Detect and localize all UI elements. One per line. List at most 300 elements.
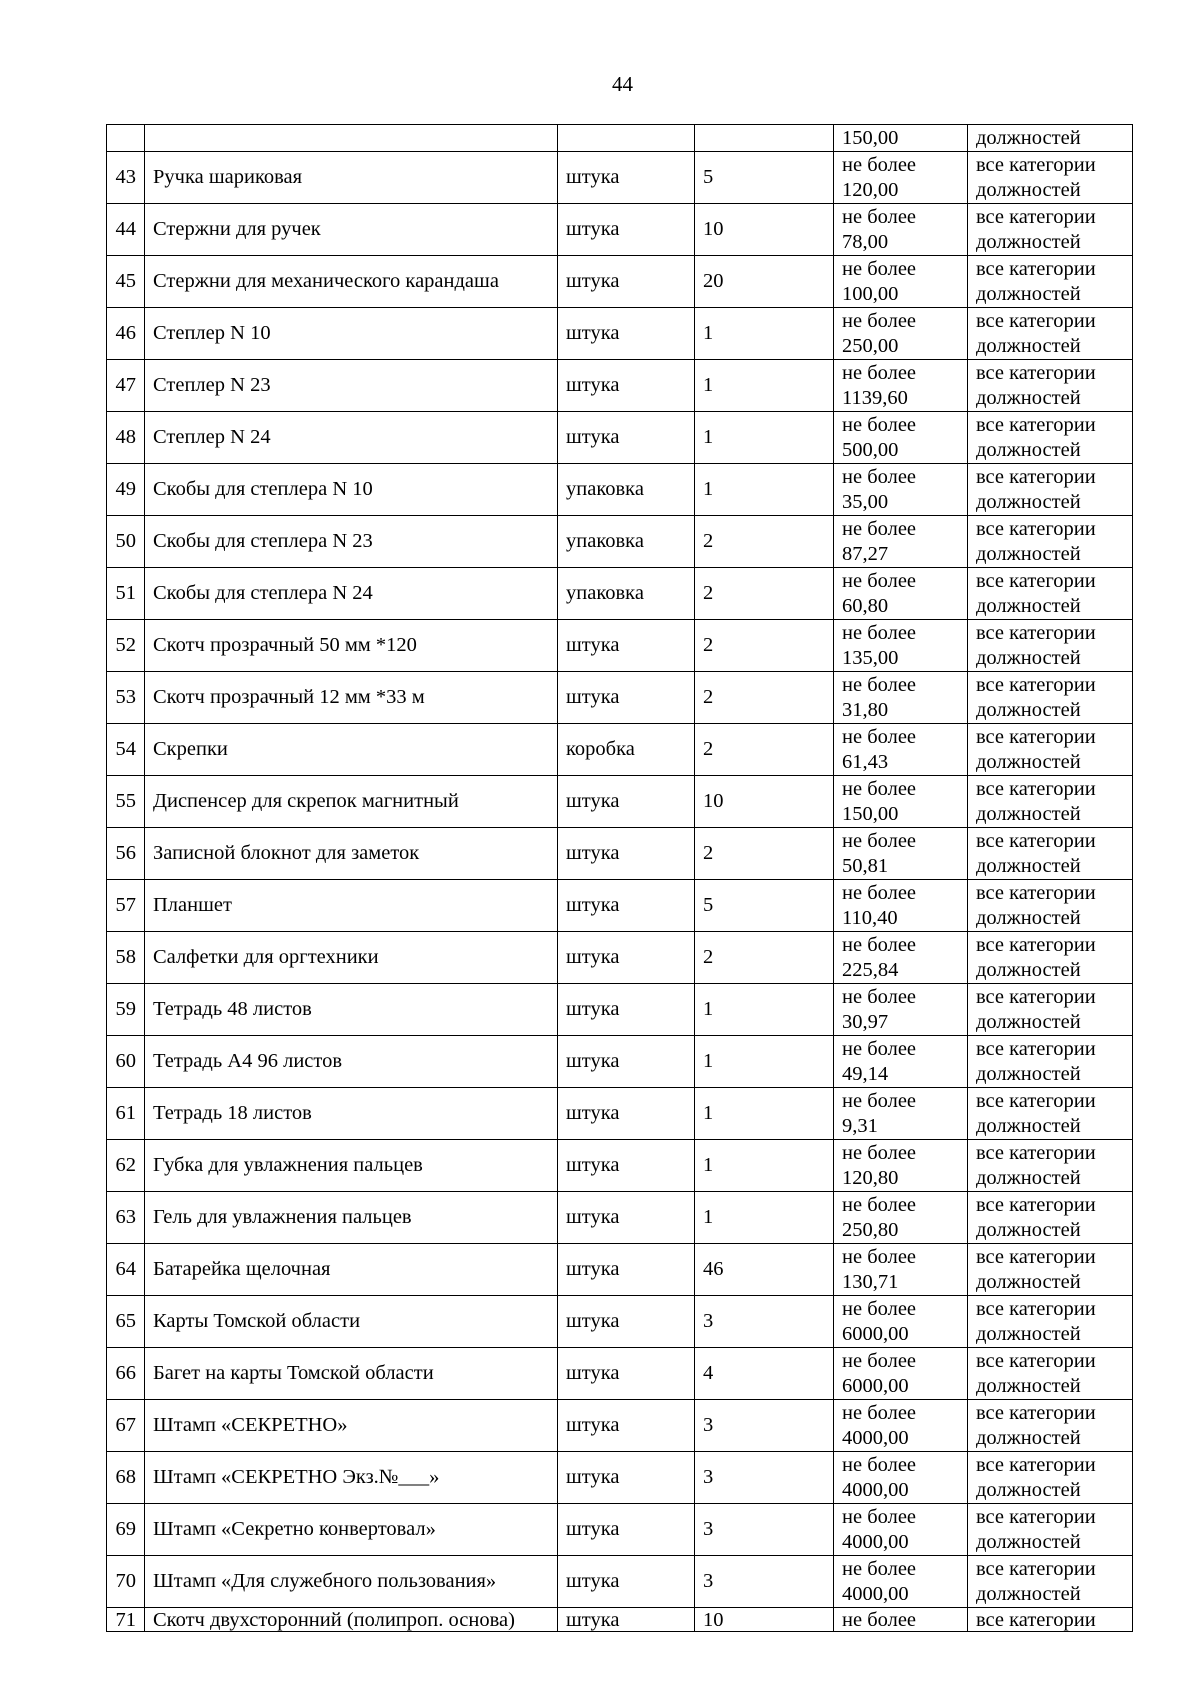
cell-name: Скобы для степлера N 24 bbox=[145, 568, 558, 620]
cell-price bbox=[834, 1296, 968, 1348]
category-line-1: все категории bbox=[976, 1557, 1096, 1580]
cell-unit: штука bbox=[558, 1036, 695, 1088]
price-value: 120,80 bbox=[842, 1166, 899, 1189]
category-line-2: должностей bbox=[976, 958, 1081, 981]
cell-price bbox=[834, 1192, 968, 1244]
category-line-1: все категории bbox=[976, 985, 1096, 1008]
cell-price bbox=[834, 568, 968, 620]
cell-num: 43 bbox=[107, 152, 145, 204]
cell-price bbox=[834, 880, 968, 932]
cell-qty: 5 bbox=[695, 880, 834, 932]
price-prefix: не более bbox=[842, 673, 917, 696]
cell-name: Скотч двухсторонний (полипроп. основа) bbox=[145, 1608, 558, 1632]
cell-num: 56 bbox=[107, 828, 145, 880]
cell-category bbox=[968, 1400, 1133, 1452]
category-line-1: все категории bbox=[976, 1245, 1096, 1268]
table-row bbox=[107, 1088, 1133, 1140]
cell-unit: штука bbox=[558, 1556, 695, 1608]
cell-qty: 3 bbox=[695, 1400, 834, 1452]
cell-category bbox=[968, 880, 1133, 932]
cell-num: 53 bbox=[107, 672, 145, 724]
cell-category bbox=[968, 204, 1133, 256]
cell-unit: штука bbox=[558, 1296, 695, 1348]
category-line-2: должностей bbox=[976, 1010, 1081, 1033]
cell-price bbox=[834, 1348, 968, 1400]
supplies-table bbox=[106, 124, 1133, 1632]
cell-price bbox=[834, 1504, 968, 1556]
cell-unit: штука bbox=[558, 204, 695, 256]
cell-qty: 1 bbox=[695, 412, 834, 464]
cell-qty: 20 bbox=[695, 256, 834, 308]
cell-unit: штука bbox=[558, 1452, 695, 1504]
cell-qty: 2 bbox=[695, 620, 834, 672]
cell-qty: 46 bbox=[695, 1244, 834, 1296]
cell-name: Штамп «СЕКРЕТНО» bbox=[145, 1400, 558, 1452]
cell-name: Степлер N 10 bbox=[145, 308, 558, 360]
table-row bbox=[107, 1452, 1133, 1504]
category-line-1: все категории bbox=[976, 933, 1096, 956]
category-line-2: должностей bbox=[976, 1270, 1081, 1293]
category-line-1: все категории bbox=[976, 257, 1096, 280]
cell-qty: 10 bbox=[695, 1608, 834, 1632]
cell-qty: 1 bbox=[695, 984, 834, 1036]
cell-unit: штука bbox=[558, 880, 695, 932]
cell-price bbox=[834, 672, 968, 724]
cell-qty: 1 bbox=[695, 464, 834, 516]
cell-name: Степлер N 23 bbox=[145, 360, 558, 412]
category-line-1: все категории bbox=[976, 673, 1096, 696]
cell-name: Карты Томской области bbox=[145, 1296, 558, 1348]
price-prefix: не более bbox=[842, 1505, 917, 1528]
price-prefix: не более bbox=[842, 309, 917, 332]
price-prefix: не более bbox=[842, 1193, 917, 1216]
price-prefix: не более bbox=[842, 1089, 917, 1112]
cell-category bbox=[968, 360, 1133, 412]
cell-category bbox=[968, 256, 1133, 308]
category-line-1: все категории bbox=[976, 569, 1096, 592]
category-line-2: должностей bbox=[976, 1322, 1081, 1345]
cell-name: Стержни для ручек bbox=[145, 204, 558, 256]
cell-qty: 3 bbox=[695, 1296, 834, 1348]
cell-qty: 1 bbox=[695, 1140, 834, 1192]
price-prefix: не более bbox=[842, 881, 917, 904]
price-value: 225,84 bbox=[842, 958, 899, 981]
price-value: 49,14 bbox=[842, 1062, 889, 1085]
cell-price: не более bbox=[834, 1608, 968, 1632]
cell-num: 67 bbox=[107, 1400, 145, 1452]
cell-price bbox=[834, 464, 968, 516]
category-line-2: должностей bbox=[976, 282, 1081, 305]
cell-unit: упаковка bbox=[558, 464, 695, 516]
cell-category bbox=[968, 1348, 1133, 1400]
cell-unit: штука bbox=[558, 620, 695, 672]
cell-qty: 1 bbox=[695, 1088, 834, 1140]
cell-qty: 3 bbox=[695, 1504, 834, 1556]
cell-qty: 5 bbox=[695, 152, 834, 204]
cell-category bbox=[968, 1504, 1133, 1556]
cell-num: 68 bbox=[107, 1452, 145, 1504]
cell-num: 47 bbox=[107, 360, 145, 412]
price-prefix: не более bbox=[842, 1141, 917, 1164]
cell-num: 70 bbox=[107, 1556, 145, 1608]
cell-category bbox=[968, 984, 1133, 1036]
table-row bbox=[107, 1348, 1133, 1400]
table-row bbox=[107, 1244, 1133, 1296]
price-value: 50,81 bbox=[842, 854, 889, 877]
cell-num: 44 bbox=[107, 204, 145, 256]
cell-unit: штука bbox=[558, 828, 695, 880]
table-row bbox=[107, 724, 1133, 776]
category-line-2: должностей bbox=[976, 1374, 1081, 1397]
cell-num: 54 bbox=[107, 724, 145, 776]
category-line-1: все категории bbox=[976, 361, 1096, 384]
cell-name: Диспенсер для скрепок магнитный bbox=[145, 776, 558, 828]
table-row bbox=[107, 1556, 1133, 1608]
cell-category bbox=[968, 516, 1133, 568]
cell-name: Тетрадь 18 листов bbox=[145, 1088, 558, 1140]
price-value: 4000,00 bbox=[842, 1530, 909, 1553]
cell-unit: штука bbox=[558, 1244, 695, 1296]
category-line-1: все категории bbox=[976, 1141, 1096, 1164]
price-prefix: не более bbox=[842, 517, 917, 540]
cell-price bbox=[834, 828, 968, 880]
cell-qty: 2 bbox=[695, 568, 834, 620]
cell-unit: упаковка bbox=[558, 568, 695, 620]
cell-unit: упаковка bbox=[558, 516, 695, 568]
cell-num: 51 bbox=[107, 568, 145, 620]
cell-num: 71 bbox=[107, 1608, 145, 1632]
cell-name: Скобы для степлера N 10 bbox=[145, 464, 558, 516]
cell-num: 61 bbox=[107, 1088, 145, 1140]
table-row bbox=[107, 308, 1133, 360]
table-row bbox=[107, 776, 1133, 828]
cell-category bbox=[968, 1452, 1133, 1504]
category-line-2: должностей bbox=[976, 1426, 1081, 1449]
price-prefix: не более bbox=[842, 361, 917, 384]
category-line-2: должностей bbox=[976, 438, 1081, 461]
cell-num: 49 bbox=[107, 464, 145, 516]
category-line-1: все категории bbox=[976, 881, 1096, 904]
cell-category bbox=[968, 1244, 1133, 1296]
cell-name: Скобы для степлера N 23 bbox=[145, 516, 558, 568]
cell-num: 60 bbox=[107, 1036, 145, 1088]
category-line-2: должностей bbox=[976, 854, 1081, 877]
price-value: 30,97 bbox=[842, 1010, 889, 1033]
cell-num: 50 bbox=[107, 516, 145, 568]
category-line-2: должностей bbox=[976, 334, 1081, 357]
category-line-1: все категории bbox=[976, 1297, 1096, 1320]
category-line-2: должностей bbox=[976, 386, 1081, 409]
price-value: 9,31 bbox=[842, 1114, 878, 1137]
category-line-2: должностей bbox=[976, 698, 1081, 721]
page-number: 44 bbox=[612, 72, 633, 96]
cell-num: 45 bbox=[107, 256, 145, 308]
category-line-1: все категории bbox=[976, 1453, 1096, 1476]
table-row bbox=[107, 464, 1133, 516]
price-prefix: не более bbox=[842, 1037, 917, 1060]
table-row bbox=[107, 672, 1133, 724]
price-value: 6000,00 bbox=[842, 1322, 909, 1345]
cell-qty: 2 bbox=[695, 516, 834, 568]
cell-name: Штамп «Для служебного пользования» bbox=[145, 1556, 558, 1608]
table-row bbox=[107, 204, 1133, 256]
cell-category bbox=[968, 1140, 1133, 1192]
cell-name: Губка для увлажнения пальцев bbox=[145, 1140, 558, 1192]
price-prefix: не более bbox=[842, 569, 917, 592]
cell-qty: 1 bbox=[695, 308, 834, 360]
price-value: 120,00 bbox=[842, 178, 899, 201]
cell-name: Стержни для механического карандаша bbox=[145, 256, 558, 308]
cell-price bbox=[834, 724, 968, 776]
price-prefix: не более bbox=[842, 933, 917, 956]
category-line-1: все категории bbox=[976, 517, 1096, 540]
price-value: 250,00 bbox=[842, 334, 899, 357]
table-row bbox=[107, 1400, 1133, 1452]
cell-unit: штука bbox=[558, 308, 695, 360]
category-line-1: все категории bbox=[976, 205, 1096, 228]
cell-qty: 2 bbox=[695, 724, 834, 776]
table-row bbox=[107, 828, 1133, 880]
category-line-2: должностей bbox=[976, 646, 1081, 669]
table-row bbox=[107, 360, 1133, 412]
continuation-row bbox=[107, 125, 1133, 152]
cell-name: Багет на карты Томской области bbox=[145, 1348, 558, 1400]
table-row bbox=[107, 880, 1133, 932]
price-prefix: не более bbox=[842, 413, 917, 436]
price-value: 61,43 bbox=[842, 750, 889, 773]
price-value: 4000,00 bbox=[842, 1582, 909, 1605]
category-line-1: все категории bbox=[976, 1089, 1096, 1112]
cell-category bbox=[968, 152, 1133, 204]
price-value: 250,80 bbox=[842, 1218, 899, 1241]
price-prefix: не более bbox=[842, 621, 917, 644]
category-line-2: должностей bbox=[976, 1166, 1081, 1189]
price-prefix: не более bbox=[842, 829, 917, 852]
cell-num: 52 bbox=[107, 620, 145, 672]
cell-num: 55 bbox=[107, 776, 145, 828]
cell-unit: штука bbox=[558, 1348, 695, 1400]
category-line-1: все категории bbox=[976, 1505, 1096, 1528]
category-line-1: все категории bbox=[976, 725, 1096, 748]
table-row bbox=[107, 1140, 1133, 1192]
cell-category bbox=[968, 464, 1133, 516]
cell-price bbox=[834, 412, 968, 464]
cell-name: Штамп «СЕКРЕТНО Экз.№___» bbox=[145, 1452, 558, 1504]
price-prefix: не более bbox=[842, 257, 917, 280]
price-value: 4000,00 bbox=[842, 1478, 909, 1501]
cell-qty bbox=[695, 125, 834, 152]
price-value: 4000,00 bbox=[842, 1426, 909, 1449]
category-line-2: должностей bbox=[976, 1062, 1081, 1085]
cell-name: Скотч прозрачный 12 мм *33 м bbox=[145, 672, 558, 724]
price-value: 100,00 bbox=[842, 282, 899, 305]
cell-category bbox=[968, 724, 1133, 776]
cell-num: 64 bbox=[107, 1244, 145, 1296]
category-line-1: все категории bbox=[976, 1037, 1096, 1060]
cell-price bbox=[834, 256, 968, 308]
cell-price bbox=[834, 308, 968, 360]
category-line-1: все категории bbox=[976, 1401, 1096, 1424]
cell-unit bbox=[558, 125, 695, 152]
price-prefix: не более bbox=[842, 777, 917, 800]
cell-qty: 10 bbox=[695, 204, 834, 256]
cell-category bbox=[968, 1296, 1133, 1348]
price-prefix: не более bbox=[842, 1557, 917, 1580]
category-line-1: все категории bbox=[976, 465, 1096, 488]
category-line-2: должностей bbox=[976, 906, 1081, 929]
category-line-2: должностей bbox=[976, 542, 1081, 565]
cell-unit: штука bbox=[558, 776, 695, 828]
category-line-2: должностей bbox=[976, 1478, 1081, 1501]
cell-unit: штука bbox=[558, 1192, 695, 1244]
table-row bbox=[107, 1036, 1133, 1088]
price-prefix: не более bbox=[842, 725, 917, 748]
cell-price bbox=[834, 984, 968, 1036]
cell-price bbox=[834, 1400, 968, 1452]
price-prefix: не более bbox=[842, 1349, 917, 1372]
cell-qty: 2 bbox=[695, 672, 834, 724]
cell-qty: 1 bbox=[695, 1192, 834, 1244]
cell-unit: штука bbox=[558, 1504, 695, 1556]
cell-unit: штука bbox=[558, 256, 695, 308]
table-row bbox=[107, 1504, 1133, 1556]
cell-num: 66 bbox=[107, 1348, 145, 1400]
category-line-1: все категории bbox=[976, 309, 1096, 332]
cell-category bbox=[968, 1036, 1133, 1088]
cell-price bbox=[834, 1140, 968, 1192]
cell-name: Планшет bbox=[145, 880, 558, 932]
price-prefix: не более bbox=[842, 1245, 917, 1268]
table-row bbox=[107, 152, 1133, 204]
price-value: 110,40 bbox=[842, 906, 898, 929]
category-line-2: должностей bbox=[976, 490, 1081, 513]
cell-category bbox=[968, 672, 1133, 724]
price-prefix: не более bbox=[842, 465, 917, 488]
cell-qty: 3 bbox=[695, 1452, 834, 1504]
cell-price bbox=[834, 1556, 968, 1608]
price-value: 78,00 bbox=[842, 230, 889, 253]
cell-num: 62 bbox=[107, 1140, 145, 1192]
cell-name: Записной блокнот для заметок bbox=[145, 828, 558, 880]
cell-unit: штука bbox=[558, 152, 695, 204]
category-line-2: должностей bbox=[976, 1218, 1081, 1241]
cell-price bbox=[834, 1244, 968, 1296]
cell-name: Штамп «Секретно конвертовал» bbox=[145, 1504, 558, 1556]
cell-category bbox=[968, 1192, 1133, 1244]
category-line-2: должностей bbox=[976, 802, 1081, 825]
price-prefix: не более bbox=[842, 1297, 917, 1320]
cell-num: 65 bbox=[107, 1296, 145, 1348]
cell-name: Батарейка щелочная bbox=[145, 1244, 558, 1296]
category-line-1: все категории bbox=[976, 153, 1096, 176]
cell-num: 48 bbox=[107, 412, 145, 464]
price-prefix: не более bbox=[842, 1453, 917, 1476]
cell-category bbox=[968, 568, 1133, 620]
category-line-2: должностей bbox=[976, 1114, 1081, 1137]
price-value: 87,27 bbox=[842, 542, 889, 565]
cell-name: Ручка шариковая bbox=[145, 152, 558, 204]
cell-unit: штука bbox=[558, 672, 695, 724]
price-prefix: не более bbox=[842, 153, 917, 176]
price-value: 1139,60 bbox=[842, 386, 908, 409]
table-row bbox=[107, 256, 1133, 308]
cell-num: 63 bbox=[107, 1192, 145, 1244]
cell-price bbox=[834, 360, 968, 412]
table-row-last bbox=[107, 1608, 1133, 1632]
category-line-1: все категории bbox=[976, 621, 1096, 644]
price-prefix: не более bbox=[842, 205, 917, 228]
cell-name: Степлер N 24 bbox=[145, 412, 558, 464]
cell-category bbox=[968, 932, 1133, 984]
cell-unit: штука bbox=[558, 1140, 695, 1192]
table-row bbox=[107, 568, 1133, 620]
category-line-2: должностей bbox=[976, 594, 1081, 617]
cell-price bbox=[834, 776, 968, 828]
cell-num: 57 bbox=[107, 880, 145, 932]
cell-price bbox=[834, 1088, 968, 1140]
cell-num: 69 bbox=[107, 1504, 145, 1556]
cell-unit: штука bbox=[558, 984, 695, 1036]
category-line-1: все категории bbox=[976, 413, 1096, 436]
table-row bbox=[107, 1192, 1133, 1244]
category-line-1: все категории bbox=[976, 1193, 1096, 1216]
category-line-1: все категории bbox=[976, 829, 1096, 852]
table-row bbox=[107, 932, 1133, 984]
cell-category bbox=[968, 1556, 1133, 1608]
cell-qty: 1 bbox=[695, 1036, 834, 1088]
cell-num: 46 bbox=[107, 308, 145, 360]
cell-qty: 2 bbox=[695, 828, 834, 880]
price-value: 150,00 bbox=[842, 802, 899, 825]
cell-category bbox=[968, 412, 1133, 464]
category-line-1: все категории bbox=[976, 1349, 1096, 1372]
cell-unit: штука bbox=[558, 1400, 695, 1452]
price-value: 500,00 bbox=[842, 438, 899, 461]
cell-name bbox=[145, 125, 558, 152]
cell-category: все категории bbox=[968, 1608, 1133, 1632]
cell-unit: штука bbox=[558, 1088, 695, 1140]
table-row bbox=[107, 412, 1133, 464]
price-prefix: не более bbox=[842, 985, 917, 1008]
cell-unit: коробка bbox=[558, 724, 695, 776]
cell-category bbox=[968, 308, 1133, 360]
price-value: 60,80 bbox=[842, 594, 889, 617]
cell-name: Тетрадь А4 96 листов bbox=[145, 1036, 558, 1088]
cell-name: Гель для увлажнения пальцев bbox=[145, 1192, 558, 1244]
cell-price bbox=[834, 516, 968, 568]
cell-category bbox=[968, 620, 1133, 672]
cell-num: 59 bbox=[107, 984, 145, 1036]
category-line-2: должностей bbox=[976, 750, 1081, 773]
cell-price bbox=[834, 204, 968, 256]
category-line-2: должностей bbox=[976, 1582, 1081, 1605]
price-prefix: не более bbox=[842, 1401, 917, 1424]
cell-price bbox=[834, 1452, 968, 1504]
price-value: 31,80 bbox=[842, 698, 889, 721]
cell-qty: 4 bbox=[695, 1348, 834, 1400]
cell-price bbox=[834, 1036, 968, 1088]
category-line-2: должностей bbox=[976, 230, 1081, 253]
price-value: 35,00 bbox=[842, 490, 889, 513]
table-row bbox=[107, 984, 1133, 1036]
table-row bbox=[107, 516, 1133, 568]
cell-name: Скотч прозрачный 50 мм *120 bbox=[145, 620, 558, 672]
cell-num: 58 bbox=[107, 932, 145, 984]
cell-price bbox=[834, 932, 968, 984]
cell-category: должностей bbox=[968, 125, 1133, 152]
cell-category bbox=[968, 776, 1133, 828]
cell-unit: штука bbox=[558, 412, 695, 464]
